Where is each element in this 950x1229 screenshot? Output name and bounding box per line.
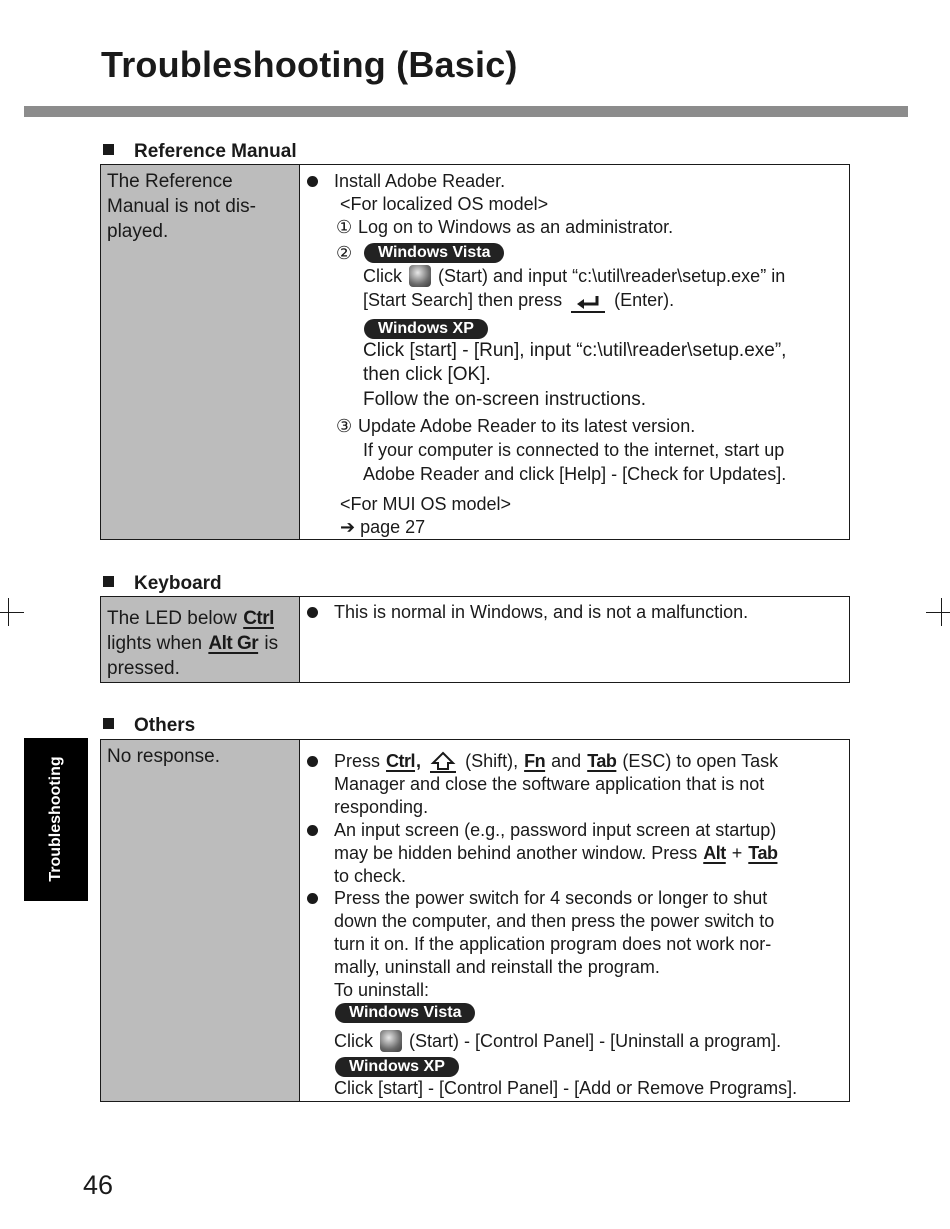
fn-key: Fn	[524, 751, 546, 771]
page-reference-link[interactable]: page 27	[360, 517, 426, 537]
title-rule	[24, 106, 908, 117]
alt-key: Alt	[703, 843, 726, 863]
square-bullet-icon	[103, 718, 114, 729]
ctrl-key: Ctrl	[386, 751, 416, 771]
right-arrow-icon: ➔	[340, 517, 356, 537]
solution-cell: Press Ctrl, (Shift), Fn and Tab (ESC) to open Task Manager and close the software application that is not responding. An input screen (e.g., password input screen at startup) may be hidden behind another window. Press Alt + Tab to check. Press the power switch for 4 seconds or longer to shut down the computer, and then press the power switch to turn it on. If the application program does not work nor- mally, uninstall and reinstall the program. To uninstall: Windows Vista Click (Start) - [Control Panel] - [Uninstall a program]. Windows XP Click [start] - [Control Panel] - [Add or Remove Programs].	[300, 740, 849, 1101]
bullet-icon	[307, 825, 318, 836]
section-heading-reference-manual: Reference Manual	[103, 141, 297, 163]
crop-mark-left	[0, 612, 24, 613]
shift-key-icon	[430, 751, 456, 773]
section-heading-others: Others	[103, 715, 195, 737]
bullet-icon	[307, 176, 318, 187]
ctrl-key: Ctrl	[243, 608, 274, 629]
others-table	[100, 739, 850, 1102]
solution-cell: This is normal in Windows, and is not a malfunction.	[300, 597, 849, 682]
reference-manual-table	[100, 164, 850, 540]
crop-mark-right-v	[941, 598, 942, 626]
section-heading-keyboard: Keyboard	[103, 573, 222, 595]
problem-cell: The LED below Ctrl lights when Alt Gr is pressed.	[101, 597, 300, 682]
tab-key: Tab	[587, 751, 617, 771]
bullet-icon	[307, 756, 318, 767]
side-tab-label: Troubleshooting	[47, 756, 64, 882]
start-icon	[409, 265, 431, 287]
bullet-icon	[307, 607, 318, 618]
windows-vista-badge: Windows Vista	[364, 243, 504, 263]
bullet-icon	[307, 893, 318, 904]
tab-key: Tab	[748, 843, 778, 863]
windows-xp-badge: Windows XP	[335, 1057, 459, 1077]
windows-vista-badge: Windows Vista	[335, 1003, 475, 1023]
square-bullet-icon	[103, 576, 114, 587]
windows-xp-badge: Windows XP	[364, 319, 488, 339]
page-title: Troubleshooting (Basic)	[101, 44, 518, 85]
problem-cell: No response.	[101, 740, 300, 1101]
enter-key-icon	[571, 293, 605, 313]
crop-mark-right	[926, 612, 950, 613]
problem-cell: The Reference Manual is not dis- played.	[101, 165, 300, 539]
start-icon	[380, 1030, 402, 1052]
altgr-key: Alt Gr	[208, 633, 259, 654]
crop-mark-left-v	[8, 598, 9, 626]
page-number: 46	[83, 1170, 114, 1200]
solution-cell: Install Adobe Reader. <For localized OS model> ① Log on to Windows as an administrator. ② Windows Vista Click (Start) and input “c:\util\reader\setup.exe” in [Start Search] then press (Enter). Windows XP Click [start] - [Run], input “c:\util\reader\setup.exe”, then click [OK]. Follow the on-screen instructions. ③ Update Adobe Reader to its latest version. If your computer is connected to the internet, start up Adobe Reader and click [Help] - [Check for Updates]. <For MUI OS model> ➔ page 27	[300, 165, 849, 539]
square-bullet-icon	[103, 144, 114, 155]
keyboard-table	[100, 596, 850, 683]
